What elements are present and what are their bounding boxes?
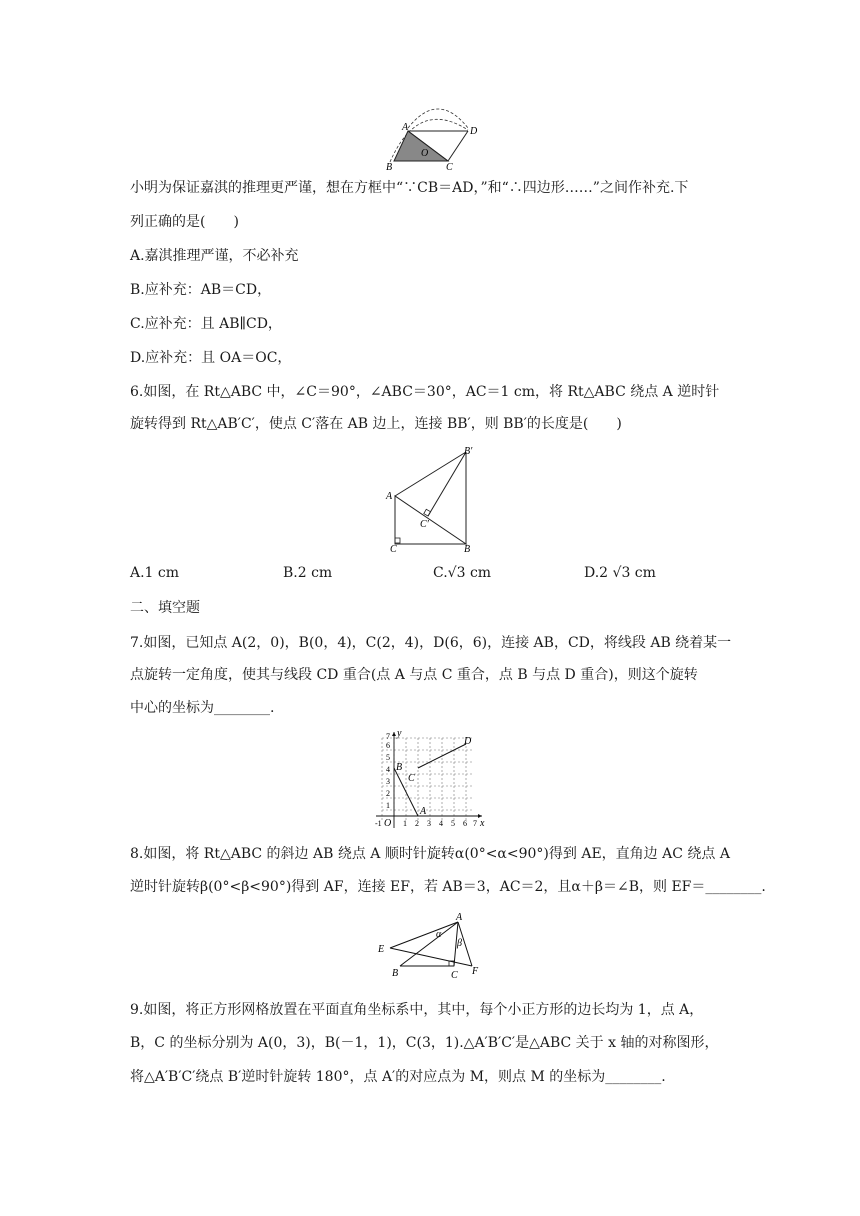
q9-line2: B，C 的坐标分别为 A(0，3)，B(－1，1)，C(3，1).△A′B′C′是△ABC 关于 x 轴的对称图形， (130, 1035, 719, 1051)
q7-y-tick: 3 (386, 777, 390, 786)
q7-x-tick: -1 (375, 819, 382, 828)
q5-label-A: A (402, 122, 409, 133)
q6-label-Bprime: B′ (464, 446, 473, 457)
q7-y-tick: 1 (386, 801, 390, 810)
q7-x-tick: 2 (415, 819, 419, 828)
q7-figure (372, 728, 490, 834)
q6-label-Cprime: C′ (420, 519, 429, 530)
q7-y-axis-label: y (397, 728, 402, 739)
q8-label-A: A (456, 912, 463, 923)
q6-label-C: C (390, 544, 397, 554)
q6-line2: 旋转得到 Rt△AB′C′，使点 C′落在 AB 边上，连接 BB′，则 BB′的长度是( ) (130, 416, 622, 432)
q5-line2: 列正确的是( ) (130, 214, 239, 230)
q8-label-C: C (451, 970, 458, 980)
q6-option-d: D.2 √3 cm (584, 565, 656, 581)
q7-x-tick: 6 (463, 819, 467, 828)
q6-label-A: A (386, 491, 393, 502)
q6-option-c: C.√3 cm (433, 565, 492, 581)
q7-line1: 7.如图，已知点 A(2，0)，B(0，4)，C(2，4)，D(6，6)，连接 AB，CD，将线段 AB 绕着某一 (130, 635, 732, 651)
q6-option-a: A.1 cm (130, 565, 180, 581)
q5-figure (378, 100, 488, 172)
section-heading-fill-blank: 二、填空题 (130, 600, 200, 616)
q7-y-tick: 4 (386, 765, 390, 774)
q7-x-tick: 7 (473, 819, 477, 828)
q6-label-B: B (464, 544, 471, 554)
q5-label-D: D (470, 126, 478, 137)
q7-origin-label: O (384, 818, 392, 829)
q7-y-tick: 6 (386, 741, 390, 750)
q7-label-B: B (396, 762, 403, 773)
q5-option-b: B.应补充：AB＝CD， (130, 282, 272, 298)
q8-line1: 8.如图，将 Rt△ABC 的斜边 AB 绕点 A 顺时针旋转α(0°<α<90°)得到 AE，直角边 AC 绕点 A (130, 846, 730, 862)
q8-figure (374, 910, 486, 980)
q5-option-d: D.应补充：且 OA＝OC， (130, 350, 292, 366)
q5-option-a: A.嘉淇推理严谨，不必补充 (130, 248, 299, 264)
q7-y-tick: 2 (386, 789, 390, 798)
q9-line3: 将△A′B′C′绕点 B′逆时针旋转 180°，点 A′的对应点为 M，则点 M 的坐标为________. (130, 1069, 666, 1085)
q7-label-A: A (420, 806, 427, 817)
q7-x-tick: 5 (451, 819, 455, 828)
q7-label-C: C (408, 773, 415, 784)
q8-label-F: F (472, 966, 479, 977)
q7-line2: 点旋转一定角度，使其与线段 CD 重合(点 A 与点 C 重合，点 B 与点 D 重合)，则这个旋转 (130, 667, 698, 683)
q7-x-tick: 3 (427, 819, 431, 828)
q8-label-E: E (378, 944, 385, 955)
q8-label-alpha: α (436, 929, 442, 940)
q5-label-C: C (446, 162, 453, 172)
q7-y-tick: 5 (386, 753, 390, 762)
q6-option-b: B.2 cm (283, 565, 333, 581)
q8-label-beta: β (457, 938, 462, 949)
q7-y-tick: 7 (386, 732, 390, 741)
q6-line1: 6.如图，在 Rt△ABC 中，∠C＝90°，∠ABC＝30°，AC＝1 cm，将 Rt△ABC 绕点 A 逆时针 (130, 384, 720, 400)
q7-x-axis-label: x (480, 818, 485, 829)
q5-label-B: B (386, 162, 393, 172)
q9-line1: 9.如图，将正方形网格放置在平面直角坐标系中，其中，每个小正方形的边长均为 1，点 A， (130, 1002, 704, 1018)
q8-line2: 逆时针旋转β(0°<β<90°)得到 AF，连接 EF，若 AB＝3，AC＝2，且α＋β＝∠B，则 EF＝________. (130, 879, 766, 895)
q5-option-c: C.应补充：且 AB∥CD， (130, 316, 282, 332)
q7-x-tick: 4 (439, 819, 443, 828)
q7-label-D: D (464, 736, 472, 747)
q7-x-tick: 1 (403, 819, 407, 828)
q5-label-O: O (421, 148, 429, 159)
q7-line3: 中心的坐标为________. (130, 700, 275, 716)
q5-line1: 小明为保证嘉淇的推理更严谨，想在方框中“∵CB＝AD，”和“∴四边形……”之间作补充.下 (130, 180, 689, 196)
q6-figure (380, 444, 480, 554)
q8-label-B: B (392, 968, 399, 979)
